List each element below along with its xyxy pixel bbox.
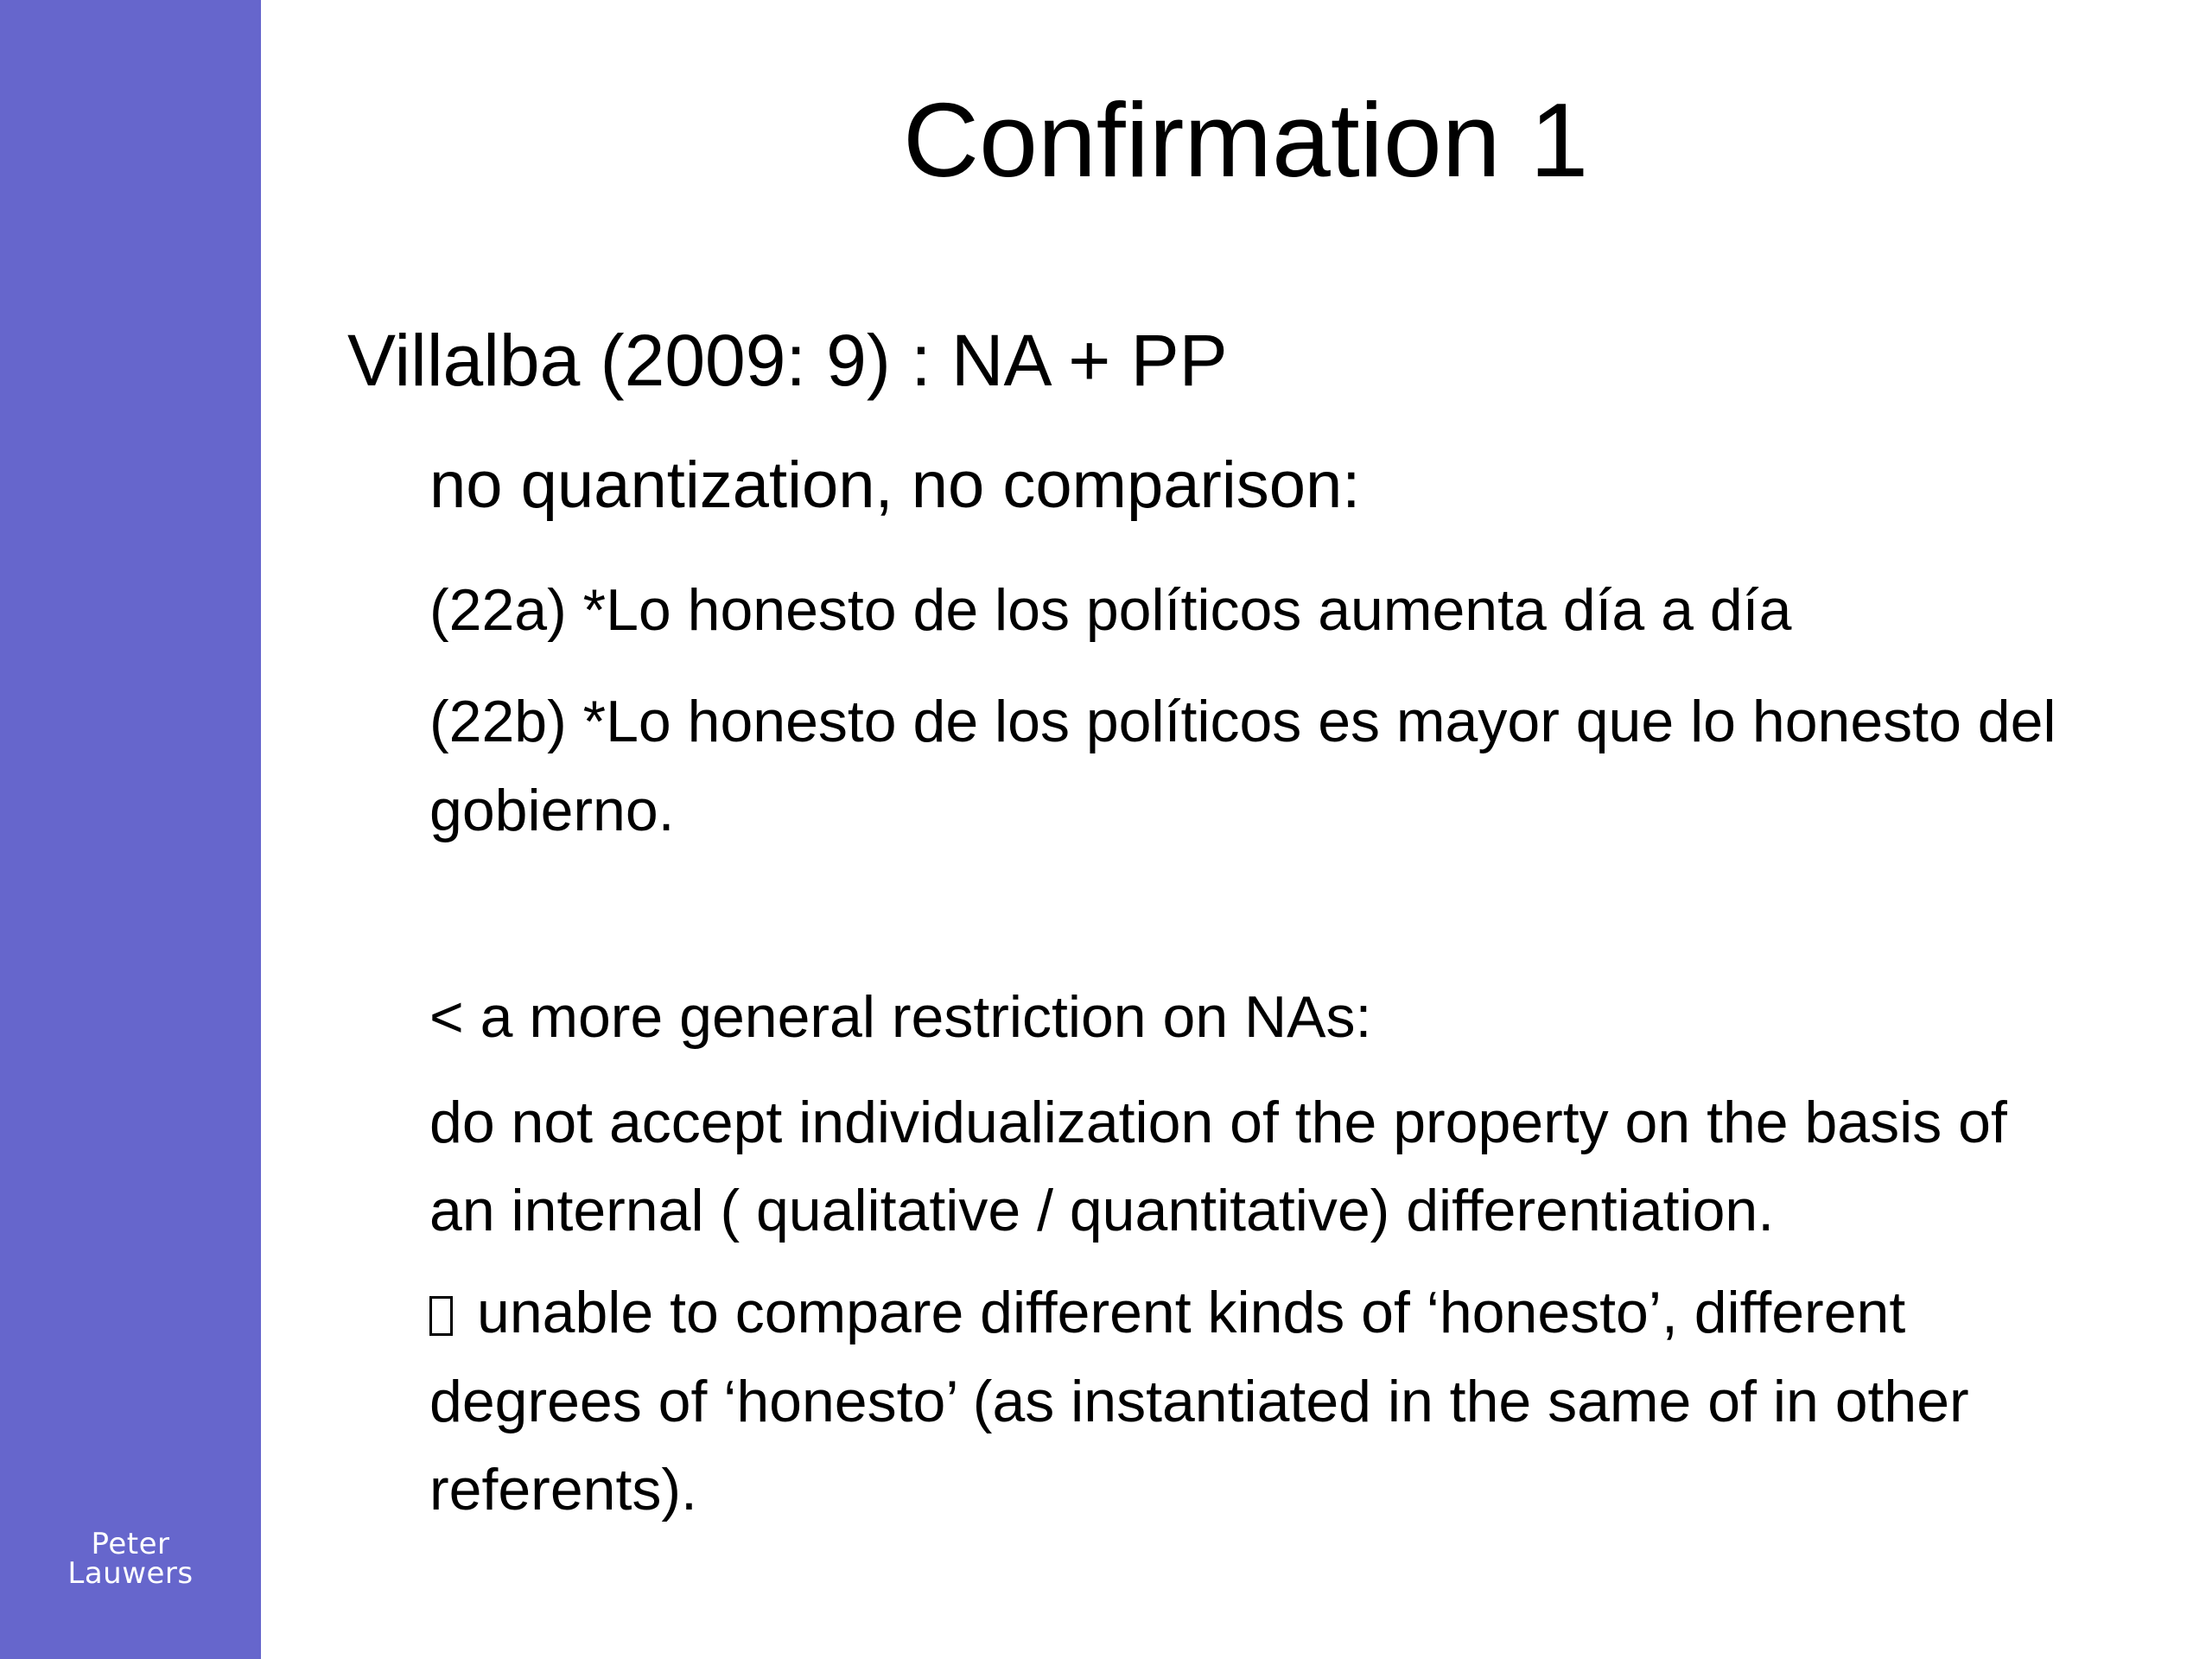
restriction-line: < a more general restriction on NAs: (429, 984, 1372, 1050)
explanation-line-2: an internal ( qualitative / quantitative) differentiation. (429, 1178, 1775, 1243)
sidebar-band (0, 0, 261, 1659)
consequence-text-1: unable to compare different kinds of ‘honesto’, different (477, 1280, 1906, 1345)
missing-glyph-icon (429, 1296, 453, 1336)
author-first-name: Peter (91, 1527, 170, 1561)
slide-title: Confirmation 1 (903, 81, 1589, 199)
author-name (0, 1527, 261, 1591)
consequence-line-2: degrees of ‘honesto’ (as instantiated in the same of in other (429, 1369, 1969, 1434)
slide-heading: Villalba (2009: 9) : NA + PP (347, 320, 1228, 401)
slide-subheading: no quantization, no comparison: (429, 448, 1361, 522)
author-last-name: Lauwers (67, 1556, 194, 1591)
example-22b-line-1: (22b) *Lo honesto de los políticos es mayor que lo honesto del (429, 689, 2056, 754)
example-22b-line-2: gobierno. (429, 778, 675, 843)
consequence-line-1 (429, 1268, 1905, 1357)
explanation-line-1: do not accept individualization of the property on the basis of (429, 1090, 2007, 1155)
consequence-line-3: referents). (429, 1457, 697, 1522)
example-22a: (22a) *Lo honesto de los políticos aumenta día a día (429, 577, 1792, 643)
